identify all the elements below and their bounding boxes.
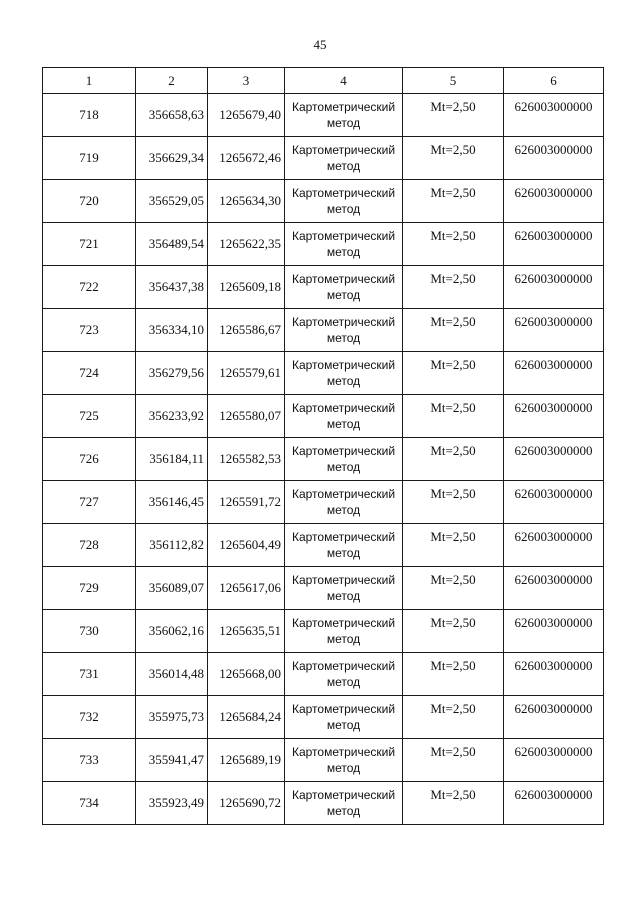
code-cell: 626003000000 — [504, 524, 604, 567]
x-coordinate-cell: 356184,11 — [136, 438, 208, 481]
method-cell — [285, 180, 403, 223]
method-line-2: метод — [326, 202, 361, 216]
x-coordinate-cell: 356062,16 — [136, 610, 208, 653]
point-number-cell: 731 — [43, 653, 136, 696]
method-cell — [285, 266, 403, 309]
point-number-cell: 726 — [43, 438, 136, 481]
code-cell: 626003000000 — [504, 782, 604, 825]
method-line-1: Картометрический — [291, 659, 396, 673]
accuracy-cell: Mt=2,50 — [403, 223, 504, 266]
code-cell: 626003000000 — [504, 696, 604, 739]
method-line-1: Картометрический — [291, 315, 396, 329]
header-row — [43, 68, 604, 94]
table-row — [43, 653, 604, 696]
point-number-cell: 734 — [43, 782, 136, 825]
method-cell — [285, 309, 403, 352]
method-cell — [285, 524, 403, 567]
method-cell — [285, 739, 403, 782]
method-cell — [285, 696, 403, 739]
point-number-cell: 721 — [43, 223, 136, 266]
table-row — [43, 782, 604, 825]
table-row — [43, 223, 604, 266]
method-line-1: Картометрический — [291, 702, 396, 716]
method-line-2: метод — [326, 116, 361, 130]
point-number-cell: 733 — [43, 739, 136, 782]
y-coordinate-cell: 1265622,35 — [208, 223, 285, 266]
accuracy-cell: Mt=2,50 — [403, 610, 504, 653]
method-line-2: метод — [326, 374, 361, 388]
table-row — [43, 137, 604, 180]
y-coordinate-cell: 1265617,06 — [208, 567, 285, 610]
table-body — [43, 94, 604, 825]
y-coordinate-cell: 1265586,67 — [208, 309, 285, 352]
table-header — [43, 68, 604, 94]
method-line-2: метод — [326, 331, 361, 345]
method-line-2: метод — [326, 245, 361, 259]
accuracy-cell: Mt=2,50 — [403, 180, 504, 223]
table-row — [43, 524, 604, 567]
method-line-1: Картометрический — [291, 444, 396, 458]
y-coordinate-cell: 1265591,72 — [208, 481, 285, 524]
x-coordinate-cell: 355941,47 — [136, 739, 208, 782]
method-line-1: Картометрический — [291, 229, 396, 243]
method-line-2: метод — [326, 546, 361, 560]
code-cell: 626003000000 — [504, 438, 604, 481]
method-cell — [285, 610, 403, 653]
table-row — [43, 352, 604, 395]
method-line-2: метод — [326, 417, 361, 431]
y-coordinate-cell: 1265668,00 — [208, 653, 285, 696]
x-coordinate-cell: 356089,07 — [136, 567, 208, 610]
method-cell — [285, 137, 403, 180]
method-line-2: метод — [326, 503, 361, 517]
method-line-1: Картометрический — [291, 358, 396, 372]
y-coordinate-cell: 1265690,72 — [208, 782, 285, 825]
point-number-cell: 727 — [43, 481, 136, 524]
method-line-2: метод — [326, 460, 361, 474]
table-row — [43, 395, 604, 438]
coordinates-table — [42, 67, 604, 825]
method-cell — [285, 567, 403, 610]
y-coordinate-cell: 1265635,51 — [208, 610, 285, 653]
table-row — [43, 180, 604, 223]
code-cell: 626003000000 — [504, 739, 604, 782]
accuracy-cell: Mt=2,50 — [403, 352, 504, 395]
accuracy-cell: Mt=2,50 — [403, 739, 504, 782]
point-number-cell: 720 — [43, 180, 136, 223]
code-cell: 626003000000 — [504, 137, 604, 180]
table-row — [43, 567, 604, 610]
x-coordinate-cell: 356529,05 — [136, 180, 208, 223]
accuracy-cell: Mt=2,50 — [403, 137, 504, 180]
code-cell: 626003000000 — [504, 395, 604, 438]
y-coordinate-cell: 1265672,46 — [208, 137, 285, 180]
method-line-2: метод — [326, 589, 361, 603]
code-cell: 626003000000 — [504, 180, 604, 223]
x-coordinate-cell: 356489,54 — [136, 223, 208, 266]
method-cell — [285, 94, 403, 137]
header-cell-1: 1 — [43, 68, 136, 94]
code-cell: 626003000000 — [504, 481, 604, 524]
table-row — [43, 696, 604, 739]
table-row — [43, 266, 604, 309]
x-coordinate-cell: 356279,56 — [136, 352, 208, 395]
accuracy-cell: Mt=2,50 — [403, 438, 504, 481]
point-number-cell: 728 — [43, 524, 136, 567]
accuracy-cell: Mt=2,50 — [403, 653, 504, 696]
accuracy-cell: Mt=2,50 — [403, 266, 504, 309]
accuracy-cell: Mt=2,50 — [403, 94, 504, 137]
x-coordinate-cell: 356629,34 — [136, 137, 208, 180]
method-line-1: Картометрический — [291, 616, 396, 630]
method-line-1: Картометрический — [291, 272, 396, 286]
x-coordinate-cell: 356437,38 — [136, 266, 208, 309]
method-line-1: Картометрический — [291, 143, 396, 157]
method-line-1: Картометрический — [291, 401, 396, 415]
method-line-2: метод — [326, 159, 361, 173]
point-number-cell: 732 — [43, 696, 136, 739]
method-line-2: метод — [326, 675, 361, 689]
y-coordinate-cell: 1265579,61 — [208, 352, 285, 395]
code-cell: 626003000000 — [504, 653, 604, 696]
method-cell — [285, 438, 403, 481]
method-line-1: Картометрический — [291, 573, 396, 587]
method-line-2: метод — [326, 718, 361, 732]
page-number: 45 — [313, 37, 327, 52]
method-cell — [285, 782, 403, 825]
x-coordinate-cell: 356658,63 — [136, 94, 208, 137]
y-coordinate-cell: 1265679,40 — [208, 94, 285, 137]
method-line-1: Картометрический — [291, 530, 396, 544]
x-coordinate-cell: 355975,73 — [136, 696, 208, 739]
header-cell-2: 2 — [136, 68, 208, 94]
point-number-cell: 730 — [43, 610, 136, 653]
y-coordinate-cell: 1265634,30 — [208, 180, 285, 223]
x-coordinate-cell: 355923,49 — [136, 782, 208, 825]
point-number-cell: 722 — [43, 266, 136, 309]
method-line-2: метод — [326, 288, 361, 302]
table-row — [43, 481, 604, 524]
code-cell: 626003000000 — [504, 567, 604, 610]
method-line-1: Картометрический — [291, 100, 396, 114]
point-number-cell: 729 — [43, 567, 136, 610]
method-line-2: метод — [326, 804, 361, 818]
header-cell-3: 3 — [208, 68, 285, 94]
x-coordinate-cell: 356233,92 — [136, 395, 208, 438]
method-line-2: метод — [326, 761, 361, 775]
code-cell: 626003000000 — [504, 223, 604, 266]
table-row — [43, 309, 604, 352]
x-coordinate-cell: 356334,10 — [136, 309, 208, 352]
method-line-1: Картометрический — [291, 745, 396, 759]
accuracy-cell: Mt=2,50 — [403, 481, 504, 524]
accuracy-cell: Mt=2,50 — [403, 696, 504, 739]
x-coordinate-cell: 356146,45 — [136, 481, 208, 524]
table-row — [43, 610, 604, 653]
y-coordinate-cell: 1265604,49 — [208, 524, 285, 567]
method-cell — [285, 653, 403, 696]
code-cell: 626003000000 — [504, 266, 604, 309]
method-line-1: Картометрический — [291, 487, 396, 501]
x-coordinate-cell: 356014,48 — [136, 653, 208, 696]
y-coordinate-cell: 1265684,24 — [208, 696, 285, 739]
table-row — [43, 94, 604, 137]
method-line-1: Картометрический — [291, 186, 396, 200]
y-coordinate-cell: 1265582,53 — [208, 438, 285, 481]
header-cell-6: 6 — [504, 68, 604, 94]
method-cell — [285, 352, 403, 395]
method-cell — [285, 223, 403, 266]
method-line-1: Картометрический — [291, 788, 396, 802]
accuracy-cell: Mt=2,50 — [403, 309, 504, 352]
header-cell-4: 4 — [285, 68, 403, 94]
y-coordinate-cell: 1265689,19 — [208, 739, 285, 782]
code-cell: 626003000000 — [504, 94, 604, 137]
code-cell: 626003000000 — [504, 309, 604, 352]
x-coordinate-cell: 356112,82 — [136, 524, 208, 567]
method-line-2: метод — [326, 632, 361, 646]
point-number-cell: 723 — [43, 309, 136, 352]
y-coordinate-cell: 1265580,07 — [208, 395, 285, 438]
header-cell-5: 5 — [403, 68, 504, 94]
accuracy-cell: Mt=2,50 — [403, 782, 504, 825]
accuracy-cell: Mt=2,50 — [403, 567, 504, 610]
y-coordinate-cell: 1265609,18 — [208, 266, 285, 309]
code-cell: 626003000000 — [504, 610, 604, 653]
accuracy-cell: Mt=2,50 — [403, 395, 504, 438]
point-number-cell: 724 — [43, 352, 136, 395]
code-cell: 626003000000 — [504, 352, 604, 395]
point-number-cell: 719 — [43, 137, 136, 180]
method-cell — [285, 481, 403, 524]
point-number-cell: 718 — [43, 94, 136, 137]
point-number-cell: 725 — [43, 395, 136, 438]
method-cell — [285, 395, 403, 438]
accuracy-cell: Mt=2,50 — [403, 524, 504, 567]
table-row — [43, 739, 604, 782]
table-row — [43, 438, 604, 481]
